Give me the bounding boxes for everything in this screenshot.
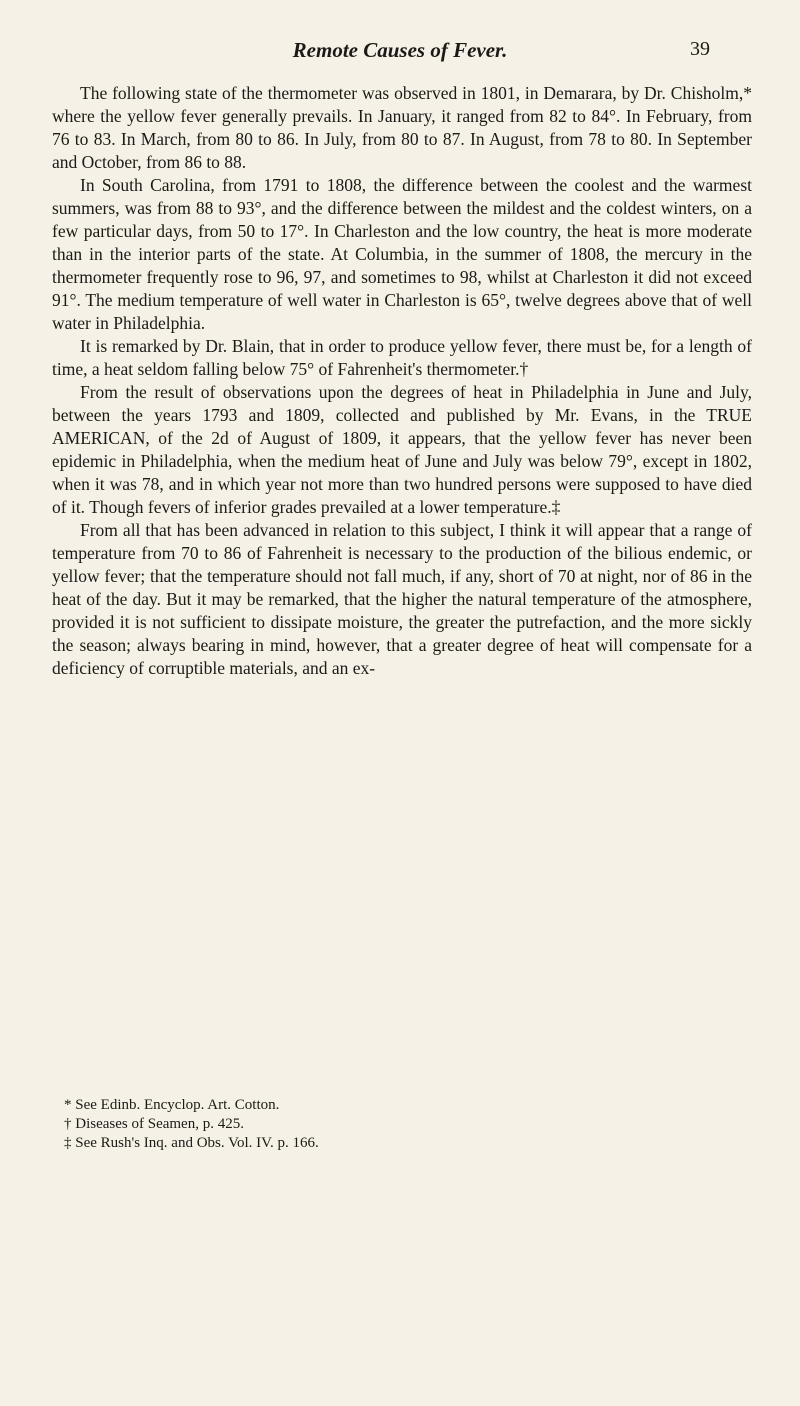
footnotes bbox=[64, 1096, 744, 1153]
running-head: Remote Causes of Fever. bbox=[292, 38, 508, 62]
paragraph: The following state of the thermometer was observed in 1801, in Demarara, by Dr. Chisholm,* where the yellow fever generally prevails. In January, it ranged from 82 to 84°. In February, from 76 to 83. In March, from 80 to 86. In July, from 80 to 87. In August, from 78 to 80. In September and October, from 86 to 88. bbox=[52, 83, 752, 172]
paragraph: In South Carolina, from 1791 to 1808, the difference between the coolest and the warmest summers, was from 88 to 93°, and the difference between the mildest and the coldest winters, on a few particular days, from 50 to 17°. In Charleston and the low country, the heat is more moderate than in the interior parts of the state. At Columbia, in the summer of 1808, the mercury in the thermometer frequently rose to 96, 97, and sometimes to 98, whilst at Charleston it did not exceed 91°. The medium temperature of well water in Charleston is 65°, twelve degrees above that of well water in Philadelphia. bbox=[52, 175, 752, 333]
footnote: † Diseases of Seamen, p. 425. bbox=[64, 1116, 244, 1132]
paragraph: It is remarked by Dr. Blain, that in order to produce yellow fever, there must be, for a length of time, a heat seldom falling below 75° of Fahrenheit's thermometer.† bbox=[52, 336, 752, 379]
footnote: ‡ See Rush's Inq. and Obs. Vol. IV. p. 166. bbox=[64, 1135, 319, 1151]
page-header bbox=[0, 38, 800, 68]
footnote: * See Edinb. Encyclop. Art. Cotton. bbox=[64, 1097, 280, 1113]
page-number: 39 bbox=[690, 38, 710, 60]
paragraph: From the result of observations upon the degrees of heat in Philadelphia in June and July, between the years 1793 and 1809, collected and published by Mr. Evans, in the TRUE AMERICAN, of the 2d of August of 1809, it appears, that the yellow fever has never been epidemic in Philadelphia, when the medium heat of June and July was below 79°, except in 1802, when it was 78, and in which year not more than two hundred persons were supposed to have died of it. Though fevers of inferior grades prevailed at a lower temperature.‡ bbox=[52, 382, 752, 517]
body-text bbox=[52, 82, 752, 680]
paragraph: From all that has been advanced in relation to this subject, I think it will appear that a range of temperature from 70 to 86 of Fahrenheit is necessary to the production of the bilious endemic, or yellow fever; that the temperature should not fall much, if any, short of 70 at night, nor of 86 in the heat of the day. But it may be remarked, that the higher the natural temperature of the atmosphere, provided it is not sufficient to dissipate moisture, the greater the putrefaction, and the more sickly the season; always bearing in mind, however, that a greater degree of heat will compensate for a deficiency of corruptible materials, and an ex- bbox=[52, 520, 752, 678]
